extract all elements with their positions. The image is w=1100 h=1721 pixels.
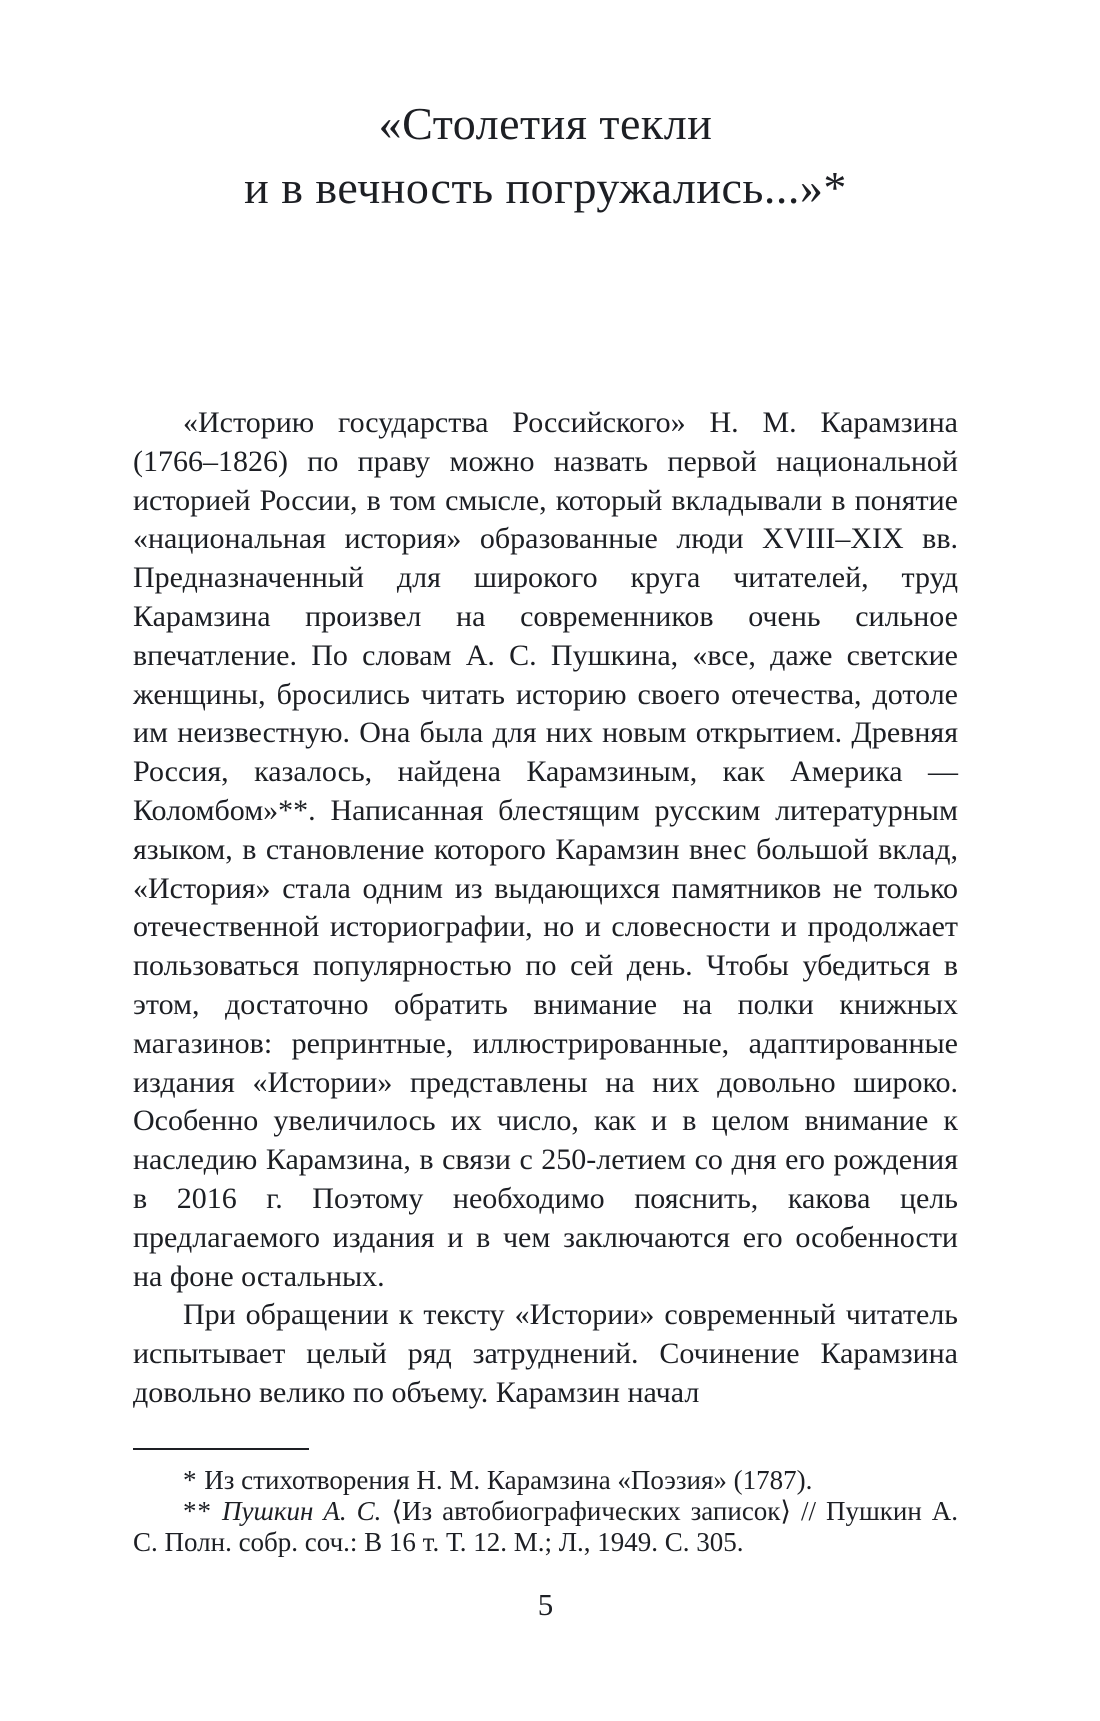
chapter-title-line-1: «Столетия текли — [378, 98, 713, 149]
footnote-2 — [133, 1496, 958, 1558]
chapter-title — [133, 92, 958, 220]
footnote-2-text: ⟨Из автобиографических записок⟩ // Пушкин А. С. Полн. собр. соч.: В 16 т. Т. 12. М.; Л., 1949. С. 305. — [133, 1496, 959, 1557]
footnote-1-marker: * — [183, 1465, 198, 1495]
body-text — [133, 404, 958, 1413]
footnote-2-author-italic: Пушкин А. С. — [222, 1496, 382, 1526]
footnote-1 — [133, 1465, 958, 1496]
paragraph-reader-difficulties: При обращении к тексту «Истории» современный читатель испытывает целый ряд затруднений. Сочинение Карамзина довольно велико по объему. Карамзин начал — [133, 1298, 958, 1409]
footnote-2-marker: ** — [183, 1496, 212, 1526]
footnote-1-text: Из стихотворения Н. М. Карамзина «Поэзия» (1787). — [204, 1465, 813, 1495]
footnotes-section — [133, 1448, 958, 1558]
page-number: 5 — [537, 1587, 554, 1622]
chapter-title-line-2: и в вечность погружались...»* — [244, 162, 847, 213]
footnote-divider — [133, 1448, 309, 1450]
paragraph-intro: «Историю государства Российского» Н. М. Карамзина (1766–1826) по праву можно назвать первой национальной историей России, в том смысле, который вкладывали в понятие «национальная история» образованные люди XVIII–XIX вв. Предназначенный для широкого круга читателей, труд Карамзина произвел на современников очень сильное впечатление. По словам А. С. Пушкина, «все, даже светские женщины, бросились читать историю своего отечества, дотоле им неизвестную. Она была для них новым открытием. Древняя Россия, казалось, найдена Карамзиным, как Америка — Коломбом»**. Написанная блестящим русским литературным языком, в становление которого Карамзин внес большой вклад, «История» стала одним из выдающихся памятников не только отечественной историографии, но и словесности и продолжает пользоваться популярностью по сей день. Чтобы убедиться в этом, достаточно обратить внимание на полки книжных магазинов: репринтные, иллюстрированные, адаптированные издания «Истории» представлены на них довольно широко. Особенно увеличилось их число, как и в целом внимание к наследию Карамзина, в связи с 250-летием со дня его рождения в 2016 г. Поэтому необходимо пояснить, какова цель предлагаемого издания и в чем заключаются его особенности на фоне остальных. — [133, 406, 958, 1293]
